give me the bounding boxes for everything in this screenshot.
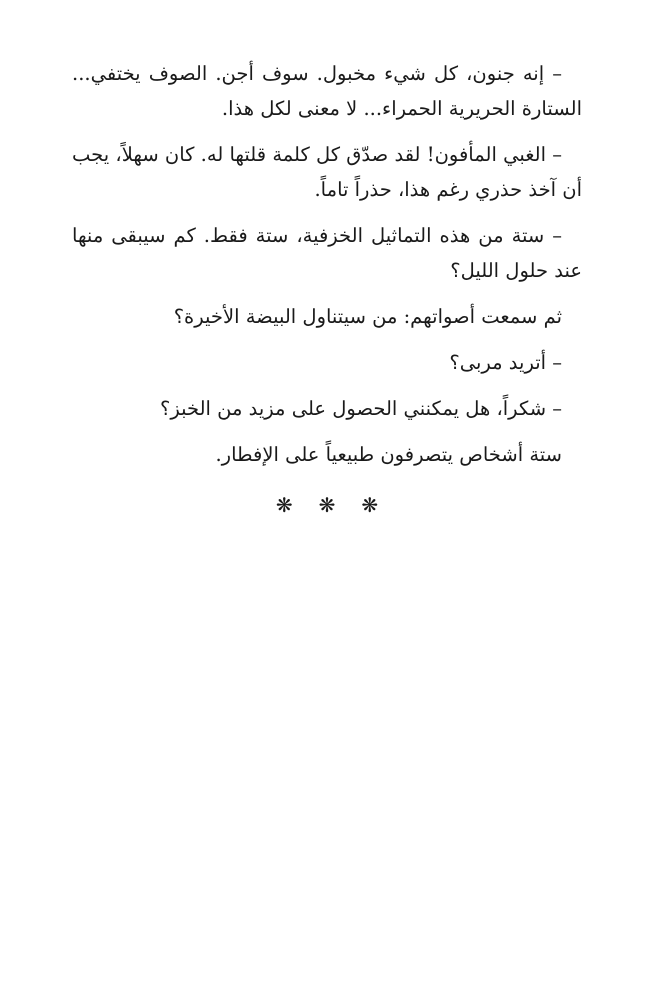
- section-separator: ❋❋❋: [275, 493, 405, 517]
- paragraph-4: ثم سمعت أصواتهم: من سيتناول البيضة الأخيرة؟: [173, 305, 562, 328]
- paragraph-5: – أتريد مربى؟: [449, 351, 562, 374]
- paragraph-3: – ستة من هذه التماثيل الخزفية، ستة فقط. كم سيبقى منها عند حلول الليل؟: [72, 224, 582, 282]
- paragraph-6: – شكراً، هل يمكنني الحصول على مزيد من الخبز؟: [160, 397, 562, 420]
- paragraph-7: ستة أشخاص يتصرفون طبيعياً على الإفطار.: [215, 443, 562, 466]
- book-page: [72, 56, 582, 523]
- paragraph-1: – إنه جنون، كل شيء مخبول. سوف أجن. الصوف يختفي... الستارة الحريرية الحمراء... لا معنى لكل هذا.: [72, 62, 582, 120]
- paragraph-2: – الغبي المأفون! لقد صدّق كل كلمة قلتها له. كان سهلاً، يجب أن آخذ حذري رغم هذا، حذراً تاماً.: [72, 143, 582, 201]
